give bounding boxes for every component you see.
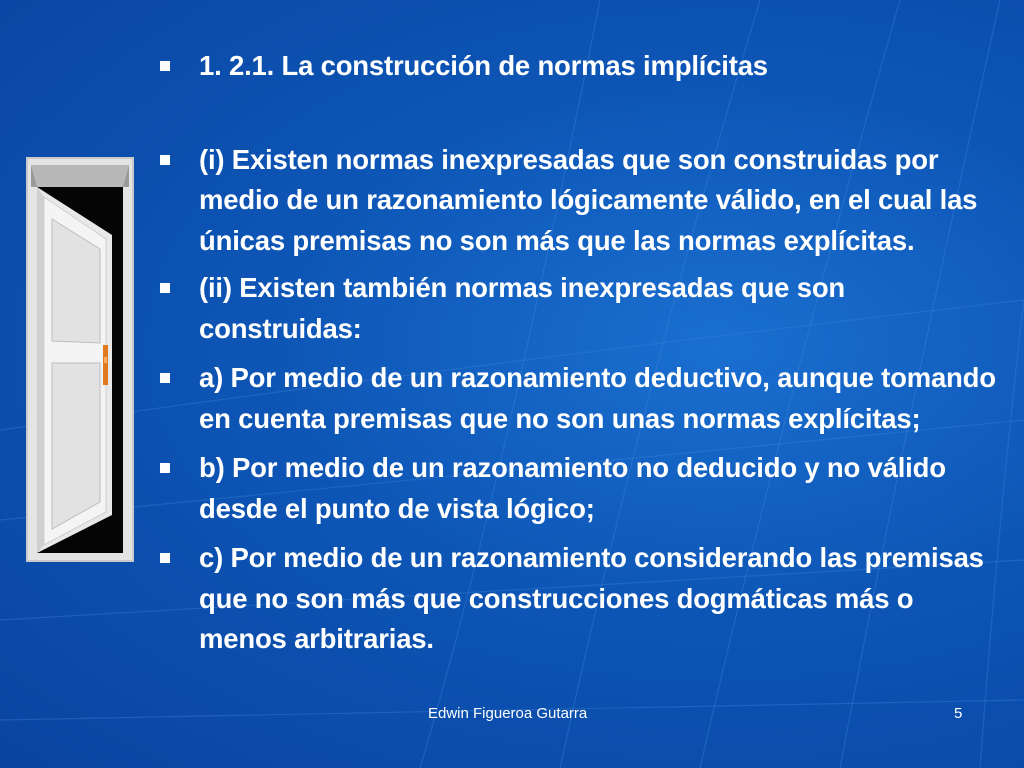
slide-number: 5 [954,705,963,722]
bullet-text: b) Por medio de un razonamiento no deducido y no válido desde el punto de vista lógico; [199,452,946,524]
slide-content [160,46,1000,660]
bullet-square-icon [160,155,170,165]
bullet-square-icon [160,61,170,71]
open-door-icon [26,157,134,562]
bullet-square-icon [160,463,170,473]
bullet-square-icon [160,283,170,293]
bullet-text: (i) Existen normas inexpresadas que son construidas por medio de un razonamiento lógicamente válido, en el cual las únicas premisas no son más que las normas explícitas. [199,143,978,256]
bullet-text: a) Por medio de un razonamiento deductivo, aunque tomando en cuenta premisas que no son unas normas explícitas; [199,362,996,434]
bullet-item [160,538,1000,660]
bullet-text: c) Por medio de un razonamiento considerando las premisas que no son más que construcciones dogmáticas más o menos arbitrarias. [199,542,984,654]
bullet-text: (ii) Existen también normas inexpresadas que son construidas: [199,272,846,344]
bullet-item [160,268,1000,349]
bullet-square-icon [160,373,170,383]
footer-author: Edwin Figueroa Gutarra [428,705,588,722]
heading-text: 1. 2.1. La construcción de normas implícitas [199,50,768,81]
bullet-square-icon [160,553,170,563]
slide-heading [160,46,1000,87]
bullet-item [160,448,1000,529]
bullet-item [160,358,1000,439]
bullet-item [160,140,1000,262]
